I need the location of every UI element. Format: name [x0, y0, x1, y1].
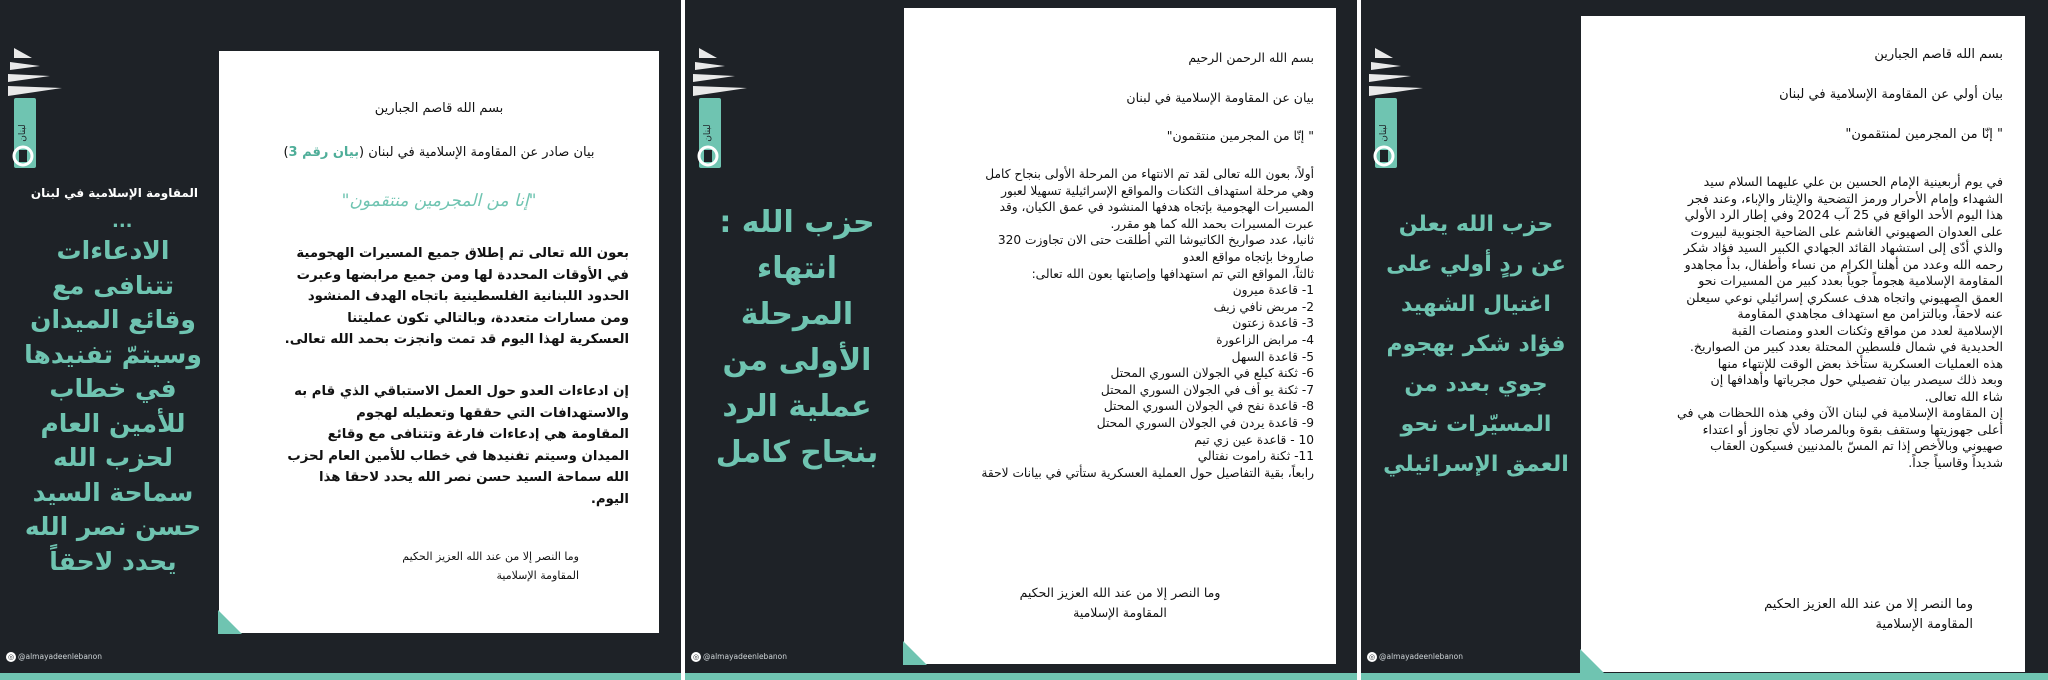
bottom-accent-bar: [1361, 673, 2048, 680]
lebanon-label: لبنان: [703, 124, 713, 142]
statement-title: بيان صادر عن المقاومة الإسلامية في لبنان (بيان رقم 3): [283, 145, 595, 160]
signature: المقاومة الإسلامية: [1073, 605, 1167, 620]
text-line: والذي أدّى إلى استشهاد القائد الجهادي الكبير السيد فؤاد شكر: [1683, 240, 2003, 255]
social-handle: ◎ @almayadeenlebanon: [1368, 652, 1464, 661]
closing-line: وما النصر إلا من عند الله العزيز الحكيم: [1019, 585, 1221, 600]
list-item: 8- قاعدة نفح في الجولان السوري المحتل: [1103, 399, 1314, 414]
text-line: في الأوقات المحددة لها ومن جميع مرابضها وعبرت: [296, 267, 629, 283]
statement-document: [1581, 16, 2025, 672]
statement-title: بيان أولي عن المقاومة الإسلامية في لبنان: [1779, 87, 2003, 102]
statement-document: [904, 8, 1336, 664]
basmala: بسم الله قاصم الجبارين: [1874, 47, 2003, 62]
social-handle: ◎ @almayadeenlebanon: [7, 652, 103, 661]
headline: [18, 234, 208, 579]
text-line: على العدوان الصهيوني الغاشم على الضاحية الجنوبية لبيروت: [1690, 223, 2003, 239]
headline: [1381, 205, 1571, 485]
headline-line: في خطاب: [49, 374, 177, 403]
text-line: رابعاً، بقية التفاصيل حول العملية العسكرية ستأتي في بيانات لاحقة: [981, 465, 1314, 480]
closing-line: وما النصر إلا من عند الله العزيز الحكيم: [402, 550, 579, 563]
statement-number: بيان رقم 3: [288, 145, 360, 160]
paragraph-1: [249, 243, 629, 351]
headline-line: الادعاءات: [56, 236, 170, 265]
bottom-accent-bar: [685, 673, 1357, 680]
headline-line: اغتيال الشهيد: [1401, 292, 1551, 317]
lebanon-label: لبنان: [18, 124, 28, 142]
text-line: شديداً وقاسياً جداً.: [1908, 454, 2003, 470]
panel-initial-response: [1361, 0, 2048, 680]
quran-quote: "إنا من المجرمين منتقمون": [341, 191, 537, 211]
panel-first-phase: [685, 0, 1357, 680]
text-line: أعلى جهوزيتها وستقف بقوة وبالمرصاد لأي تجاوز أو اعتداء: [1702, 421, 2003, 437]
text-line: وهي مرحلة استهداف الثكنات والمواقع الإسرائيلية تسهيلا لعبور: [1001, 183, 1314, 198]
instagram-icon: ◎: [692, 653, 700, 661]
paragraph-2: [249, 381, 629, 510]
sidebar-dots: ...: [112, 211, 133, 232]
statement-title: بيان عن المقاومة الإسلامية في لبنان: [1126, 90, 1314, 105]
list-item: 3- قاعدة زعتون: [1232, 316, 1314, 331]
text-line: الحدود اللبنانية الفلسطينية باتجاه الهدف المنشود: [307, 289, 629, 304]
list-item: 6- ثكنة كيلع في الجولان السوري المحتل: [1110, 366, 1314, 381]
quran-quote: " إنّا من المجرمين منتقمون": [1166, 128, 1314, 143]
headline-line: العمق الإسرائيلي: [1383, 452, 1569, 477]
basmala: بسم الله الرحمن الرحيم: [1188, 50, 1314, 65]
text-line: إن المقاومة الإسلامية في لبنان الآن وفي هذه اللحظات هي في: [1677, 405, 2003, 420]
headline-line: سماحة السيد: [32, 477, 194, 507]
list-item: 9- قاعدة يردن في الجولان السوري المحتل: [1096, 415, 1314, 430]
headline-line: الأولى من: [722, 343, 872, 378]
text-line: الله سماحة السيد حسن نصر الله يحدد لاحقا هذا: [319, 470, 629, 485]
corner-accent: [218, 610, 242, 634]
text-line: صهيوني وبالأخص إذا تم المسّ بالمدنيين فسيكون العقاب: [1710, 438, 2003, 453]
text-line: الميدان وسيتم تفنيدها في خطاب للأمين العام لحزب: [287, 448, 629, 464]
headline-line: تتنافى مع: [51, 270, 175, 300]
instagram-icon: ◎: [7, 653, 15, 661]
list-item: 5- قاعدة السهل: [1231, 349, 1314, 364]
sidebar-header: المقاومة الإسلامية في لبنان: [30, 186, 198, 200]
headline-line: انتهاء المرحلة: [740, 251, 854, 332]
basmala: بسم الله قاصم الجبارين: [374, 101, 504, 116]
text-line: هذه العمليات العسكرية ستأخذ بعض الوقت للإنتهاء منها: [1717, 355, 2003, 371]
text-line: رحمه الله وعدد من أهلنا الكرام من نساء وأطفال، بدأ مجاهدو: [1684, 256, 2003, 272]
instagram-icon: ◎: [1368, 653, 1376, 661]
list-item: 10 - قاعدة عين زي تيم: [1194, 432, 1314, 447]
headline-line: فؤاد شكر بهجوم: [1386, 332, 1566, 357]
lebanon-label: لبنان: [1379, 124, 1389, 142]
headline-line: حزب الله يعلن: [1398, 212, 1554, 237]
almayadeen-icon: [693, 145, 723, 167]
text-line: بعون الله تعالى تم إطلاق جميع المسيرات الهجومية: [296, 246, 629, 261]
list-item: 7- ثكنة يو أف في الجولان السوري المحتل: [1100, 382, 1314, 397]
social-handle: ◎ @almayadeenlebanon: [692, 652, 788, 661]
almayadeen-icon: [8, 145, 38, 167]
headline-line: وسيتمّ تفنيدها: [24, 339, 202, 369]
text-line: في يوم أربعينية الإمام الحسين بن علي عليهما السلام سيد: [1703, 174, 2003, 189]
signature: المقاومة الإسلامية: [1875, 617, 1973, 632]
panel-statement-3: [0, 0, 681, 680]
signature: المقاومة الإسلامية: [496, 569, 579, 582]
text-line: الشهداء وإمام الأحرار ورمز التضحية والإيثار والإباء، وعند فجر: [1687, 190, 2003, 206]
text-line: الإسلامية لعدد من مواقع وثكنات العدو ومنصات القبة: [1731, 322, 2003, 338]
statement-body: [1591, 174, 2003, 471]
text-line: أولاً، بعون الله تعالى لقد تم الانتهاء من المرحلة الأولى بنجاح كامل: [985, 167, 1314, 181]
text-line: شاء الله تعالى.: [1924, 388, 2003, 404]
text-line: ومن مسارات متعددة، وبالتالي تكون عمليتنا: [347, 310, 629, 326]
headline-line: حسن نصر الله: [24, 512, 202, 541]
body-points: [914, 166, 1314, 481]
text-line: والاستهدافات التي حققها وتعطيله لهجوم: [356, 405, 629, 421]
corner-accent: [1580, 649, 1604, 673]
text-line: العسكرية لهذا اليوم قد تمت وانجزت بحمد الله تعالى.: [284, 332, 629, 347]
almayadeen-icon: [1369, 145, 1399, 167]
headline: [697, 200, 897, 476]
headline-line: المسيّرات نحو: [1400, 412, 1552, 437]
text-line: الحديدية في شمال فلسطين المحتلة بعدد كبير من الصواريخ.: [1689, 339, 2003, 354]
headline-line: يحدد لاحقاً: [49, 546, 177, 576]
headline-line: عن ردٍ أولي على: [1386, 252, 1566, 277]
list-item: 2- مربض نافي زيف: [1213, 299, 1314, 314]
list-item: 11- ثكنة راموت نفتالي: [1197, 449, 1314, 464]
headline-line: جوي بعدد من: [1404, 372, 1548, 397]
headline-line: وقائع الميدان: [30, 305, 196, 334]
text-line: عبرت المسيرات بحمد الله كما هو مقرر.: [1110, 216, 1314, 231]
closing-line: وما النصر إلا من عند الله العزيز الحكيم: [1764, 597, 1973, 612]
text-line: ثانيا، عدد صواريخ الكاتيوشا التي أطلقت حتى الان تجاوزت 320: [997, 233, 1314, 248]
text-line: ثالثاً، المواقع التي تم استهدافها وإصابتها بعون الله تعالى:: [1031, 266, 1314, 281]
headline-line: عملية الرد: [722, 389, 872, 424]
headline-line: لحزب الله: [52, 443, 174, 472]
text-line: عنه لاحقاً، وبالتزامن مع استهداف مجاهدي المقاومة: [1737, 306, 2003, 321]
text-line: هذا اليوم الأحد الواقع في 25 آب 2024 وفي إطار الرد الأولي: [1684, 207, 2003, 222]
corner-accent: [903, 641, 927, 665]
text-line: المقاومة هي إدعاءات فارغة وتتنافى مع وقائع: [327, 427, 629, 442]
text-line: اليوم.: [590, 491, 629, 507]
quran-quote: " إنّا من المجرمين لمنتقمون": [1845, 127, 2003, 142]
text-line: إن ادعاءات العدو حول العمل الاستباقي الذي قام به: [294, 384, 629, 399]
text-line: المسيرات الهجومية بإتجاه هدفها المنشود في عمق الكيان، وقد: [999, 200, 1314, 215]
text-line: وبعد ذلك سيصدر بيان تفصيلي حول مجرياتها وأهدافها إن: [1710, 372, 2003, 387]
statement-document: [219, 51, 659, 633]
text-line: صاروخا بإتجاه مواقع العدو: [1183, 249, 1314, 264]
target-list: [914, 282, 1314, 465]
headline-line: للأمين العام: [40, 408, 186, 438]
text-line: المقاومة الإسلامية هجوماً جوياً بعدد كبير من المسيرات نحو: [1698, 273, 2003, 288]
bottom-accent-bar: [0, 673, 681, 680]
list-item: 4- مرابض الزاعورة: [1216, 332, 1314, 347]
headline-line: حزب الله :: [719, 205, 875, 240]
headline-line: بنجاح كامل: [715, 435, 879, 470]
text-line: العمق الصهيوني واتجاه هدف عسكري إسرائيلي نوعي سيعلن: [1686, 289, 2003, 305]
list-item: 1- قاعدة ميرون: [1232, 283, 1314, 298]
